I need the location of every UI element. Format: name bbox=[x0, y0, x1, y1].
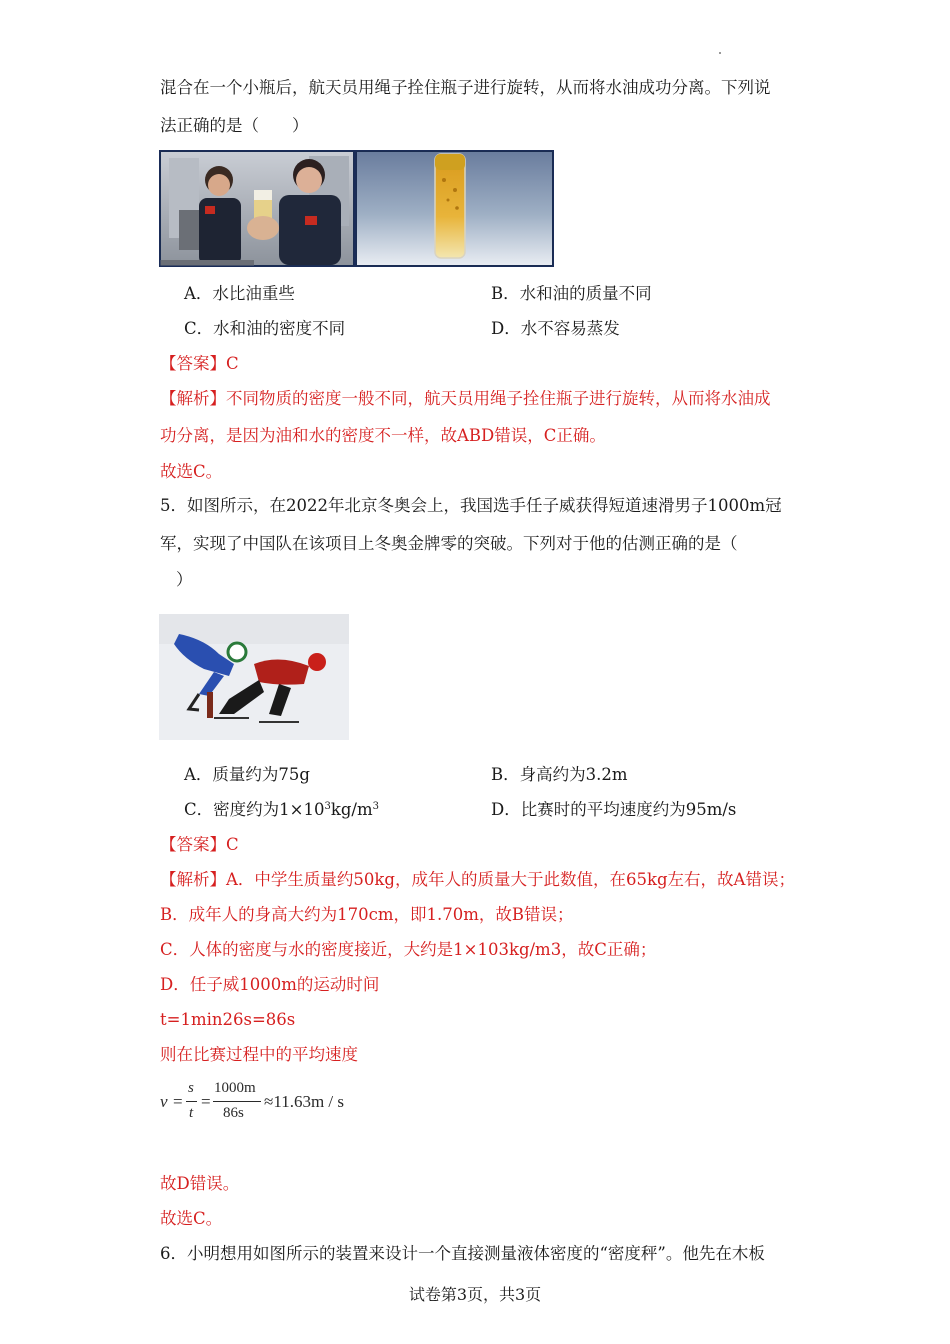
q5-conclusion: 故选C。 bbox=[160, 1209, 223, 1228]
q5-stem-line3: ） bbox=[176, 570, 193, 589]
page-footer: 试卷第3页，共3页 bbox=[408, 1285, 542, 1304]
formula-result: ≈11.63m / s bbox=[264, 1092, 345, 1111]
q6-stem-line1: 6．小明想用如图所示的装置来设计一个直接测量液体密度的“密度秤”。他先在木板 bbox=[160, 1244, 765, 1263]
q4-conclusion: 故选C。 bbox=[160, 462, 223, 481]
q4-answer bbox=[160, 352, 239, 376]
skater-illustration bbox=[159, 614, 349, 740]
q5-analysis-d: D．任子威1000m的运动时间 bbox=[160, 975, 380, 994]
q4-option-b: B．水和油的质量不同 bbox=[491, 284, 652, 303]
q5-option-d: D．比赛时的平均速度约为95m/s bbox=[491, 800, 737, 819]
formula-bar1 bbox=[186, 1101, 197, 1102]
formula-v: v bbox=[160, 1092, 168, 1111]
formula-t: t bbox=[189, 1105, 194, 1121]
skater-photo bbox=[159, 614, 349, 740]
q4-answer-label: 【答案】 bbox=[160, 354, 226, 373]
q5-option-b: B．身高约为3.2m bbox=[491, 765, 628, 784]
q4-analysis-text1: 不同物质的密度一般不同，航天员用绳子拴住瓶子进行旋转，从而将水油成 bbox=[226, 389, 771, 408]
q5-analysis-a bbox=[160, 868, 795, 892]
q5-option-c-sup1: 3 bbox=[324, 801, 331, 812]
speck-mark bbox=[719, 52, 721, 54]
q4-option-a: A．水比油重些 bbox=[184, 284, 295, 303]
speed-formula bbox=[160, 1078, 380, 1128]
q4-stem-line2: 法正确的是（ ） bbox=[160, 116, 309, 135]
q5-stem-line2: 军，实现了中国队在该项目上冬奥金牌零的突破。下列对于他的估测正确的是（ bbox=[160, 534, 738, 553]
q4-analysis-line1 bbox=[160, 387, 771, 411]
q5-analysis-b: B．成年人的身高大约为170cm，即1.70m，故B错误； bbox=[160, 905, 574, 924]
formula-eq1: = bbox=[173, 1092, 183, 1111]
q5-option-c-mid: kg/m bbox=[330, 800, 373, 819]
q5-option-c-prefix: C．密度约为1×10 bbox=[184, 800, 325, 819]
q5-speed-intro: 则在比赛过程中的平均速度 bbox=[160, 1045, 358, 1064]
q5-answer-label: 【答案】 bbox=[160, 835, 226, 854]
q4-analysis-line2: 功分离，是因为油和水的密度不一样，故ABD错误，C正确。 bbox=[160, 426, 606, 445]
q4-answer-value: C bbox=[226, 354, 239, 373]
formula-den: 86s bbox=[223, 1105, 244, 1121]
formula-eq2: = bbox=[201, 1092, 211, 1111]
q5-option-a: A．质量约为75g bbox=[184, 765, 310, 784]
formula-s: s bbox=[188, 1080, 194, 1096]
q5-analysis-c: C．人体的密度与水的密度接近，大约是1×103kg/m3，故C正确； bbox=[160, 940, 657, 959]
formula-bar2 bbox=[213, 1101, 261, 1102]
astronaut-illustration bbox=[159, 150, 554, 267]
q4-stem-line1: 混合在一个小瓶后，航天员用绳子拴住瓶子进行旋转，从而将水油成功分离。下列说 bbox=[160, 78, 771, 97]
q5-time-line: t=1min26s=86s bbox=[160, 1010, 296, 1029]
q5-answer bbox=[160, 833, 239, 857]
astronaut-photo bbox=[159, 150, 554, 267]
q5-analysis-a-text: A．中学生质量约50kg，成年人的质量大于此数值，在65kg左右，故A错误； bbox=[226, 870, 795, 889]
q5-stem-line1: 5．如图所示，在2022年北京冬奥会上，我国选手任子威获得短道速滑男子1000m冠 bbox=[160, 496, 782, 515]
q4-option-c: C．水和油的密度不同 bbox=[184, 319, 346, 338]
q5-answer-value: C bbox=[226, 835, 239, 854]
q5-d-wrong: 故D错误。 bbox=[160, 1174, 240, 1193]
q4-analysis-label: 【解析】 bbox=[160, 389, 226, 408]
q5-option-c bbox=[184, 798, 379, 822]
q5-analysis-label: 【解析】 bbox=[160, 870, 226, 889]
q4-option-d: D．水不容易蒸发 bbox=[491, 319, 620, 338]
q5-option-c-sup2: 3 bbox=[372, 801, 379, 812]
formula-num: 1000m bbox=[214, 1080, 256, 1096]
